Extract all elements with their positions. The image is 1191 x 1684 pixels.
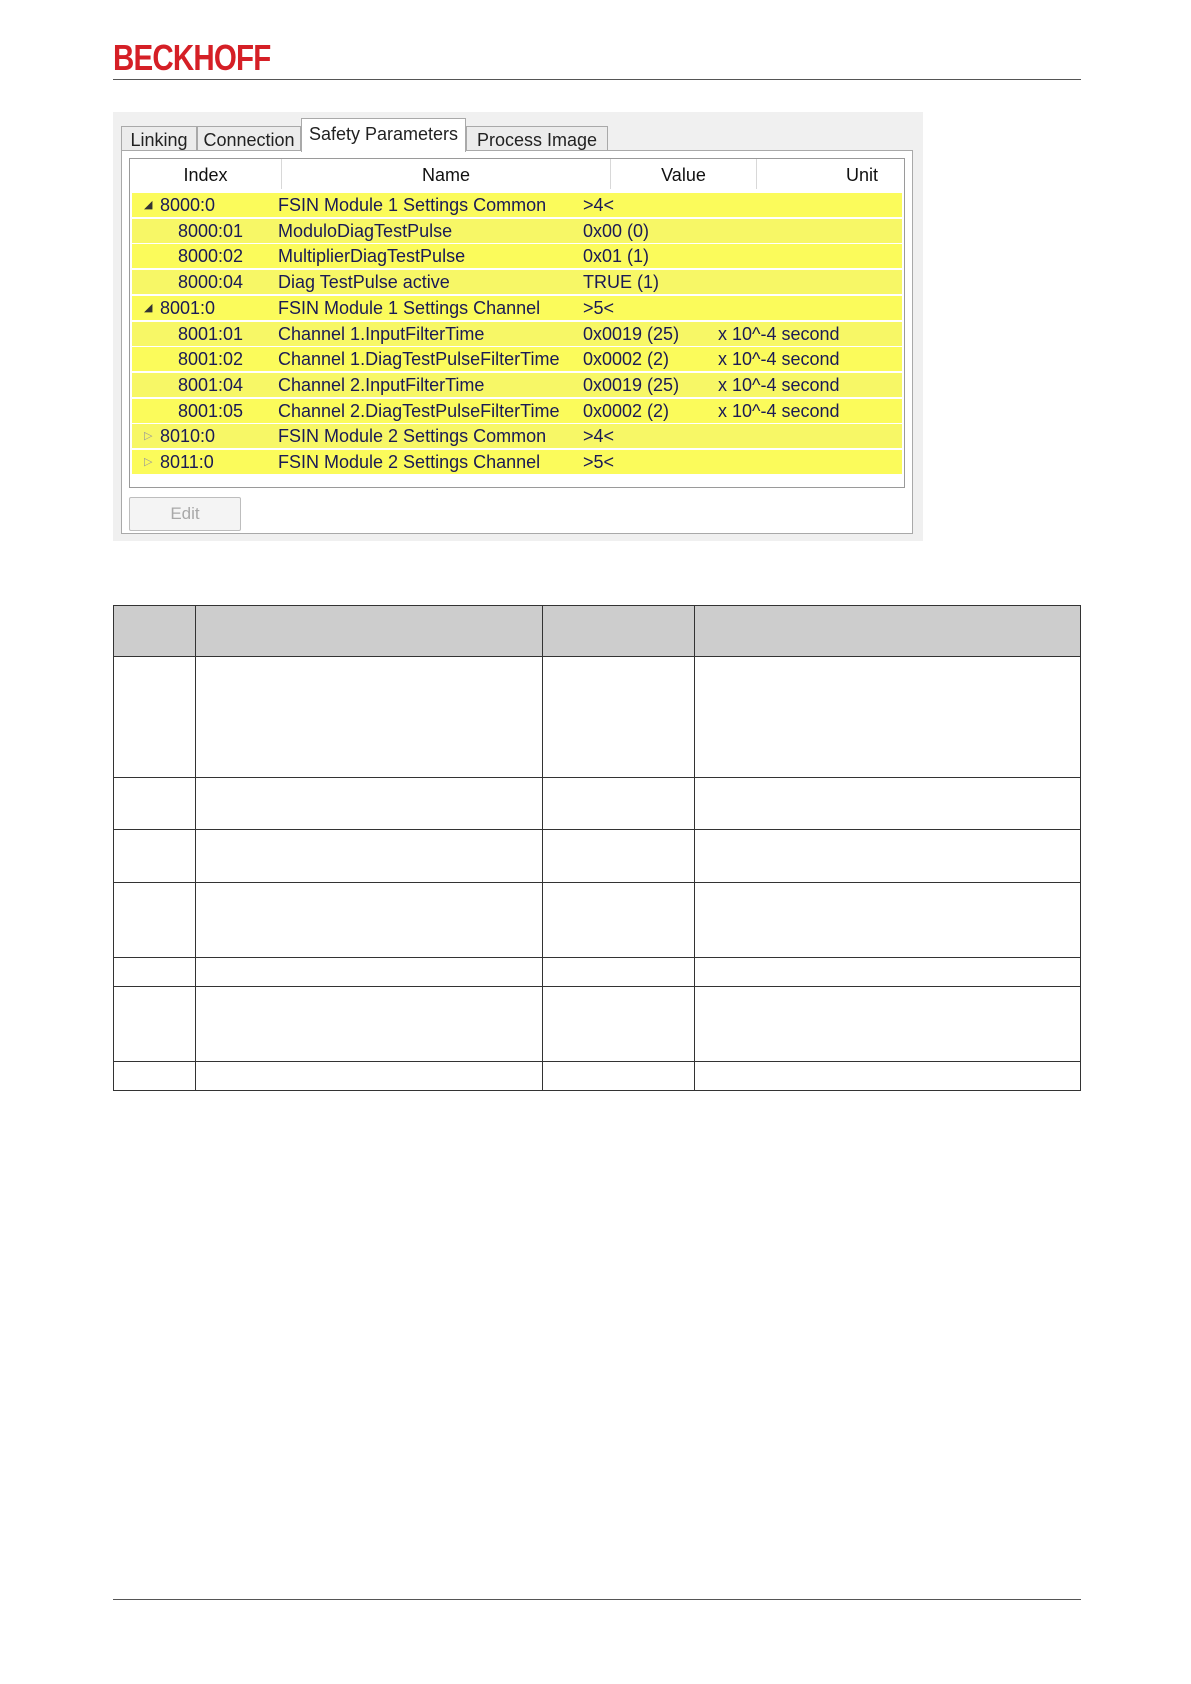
table-row[interactable] [132, 296, 902, 320]
row-value: 0x01 (1) [583, 246, 650, 266]
row-name: Diag TestPulse active [278, 272, 450, 292]
collapse-arrow-icon[interactable]: ◢ [144, 302, 153, 314]
table-row-divider [113, 882, 1081, 883]
row-name: FSIN Module 2 Settings Channel [278, 452, 541, 472]
table-row-divider [113, 957, 1081, 958]
row-index: 8000:01 [178, 221, 244, 241]
table-border [113, 1090, 1081, 1091]
row-name: FSIN Module 1 Settings Common [278, 195, 547, 215]
description-table [113, 605, 1081, 1091]
safety-parameters-window [113, 112, 923, 541]
row-index: 8001:02 [178, 349, 244, 369]
table-row[interactable] [132, 322, 902, 346]
row-index: 8001:0 [160, 298, 216, 318]
row-name: Channel 1.DiagTestPulseFilterTime [278, 349, 560, 369]
row-value: 0x0002 (2) [583, 401, 670, 421]
row-unit: x 10^-4 second [718, 349, 840, 369]
table-border [1080, 605, 1081, 1091]
table-row-divider [113, 986, 1081, 987]
row-name: Channel 2.InputFilterTime [278, 375, 485, 395]
edit-button[interactable]: Edit [129, 497, 241, 531]
collapse-arrow-icon[interactable]: ◢ [144, 199, 153, 211]
column-header-value[interactable]: Value [611, 159, 757, 189]
row-index: 8001:01 [178, 324, 244, 344]
table-row-divider [113, 777, 1081, 778]
table-border [113, 605, 1081, 606]
table-header-row [113, 605, 1081, 656]
row-value: >4< [583, 426, 615, 446]
table-row[interactable] [132, 424, 902, 448]
row-value: 0x0019 (25) [583, 324, 680, 344]
row-index: 8000:02 [178, 246, 244, 266]
expand-arrow-icon[interactable]: ▷ [144, 430, 153, 442]
beckhoff-logo: BECKHOFF [113, 37, 271, 78]
tab-linking[interactable]: Linking [121, 126, 197, 152]
tab-safety-parameters[interactable]: Safety Parameters [301, 118, 466, 152]
table-row[interactable] [132, 270, 902, 294]
row-name: FSIN Module 2 Settings Common [278, 426, 547, 446]
tab-connection[interactable]: Connection [197, 126, 301, 152]
header-rule [113, 79, 1081, 80]
table-row[interactable] [132, 450, 902, 474]
table-row-divider [113, 1061, 1081, 1062]
table-column-divider [694, 605, 695, 1091]
row-index: 8000:0 [160, 195, 216, 215]
row-value: >4< [583, 195, 615, 215]
table-row-divider [113, 829, 1081, 830]
tab-content [121, 150, 913, 534]
column-header-name[interactable]: Name [282, 159, 611, 189]
row-index: 8011:0 [160, 452, 214, 472]
row-value: TRUE (1) [583, 272, 659, 292]
grid-header [130, 159, 904, 189]
table-row[interactable] [132, 373, 902, 397]
row-name: Channel 2.DiagTestPulseFilterTime [278, 401, 560, 421]
row-value: 0x00 (0) [583, 221, 650, 241]
row-unit: x 10^-4 second [718, 375, 840, 395]
table-column-divider [542, 605, 543, 1091]
table-row[interactable] [132, 347, 902, 371]
expand-arrow-icon[interactable]: ▷ [144, 456, 153, 468]
row-unit: x 10^-4 second [718, 401, 840, 421]
footer-rule [113, 1599, 1081, 1600]
tab-process-image[interactable]: Process Image [466, 126, 608, 152]
row-value: 0x0002 (2) [583, 349, 670, 369]
row-index: 8000:04 [178, 272, 244, 292]
table-row[interactable] [132, 399, 902, 423]
table-column-divider [113, 605, 114, 1091]
table-row[interactable] [132, 244, 902, 268]
row-name: FSIN Module 1 Settings Channel [278, 298, 541, 318]
row-value: >5< [583, 452, 615, 472]
column-header-index[interactable]: Index [130, 159, 282, 189]
row-index: 8001:04 [178, 375, 244, 395]
parameter-grid[interactable] [129, 158, 905, 488]
row-unit: x 10^-4 second [718, 324, 840, 344]
row-value: 0x0019 (25) [583, 375, 680, 395]
row-name: MultiplierDiagTestPulse [278, 246, 466, 266]
table-row-divider [113, 656, 1081, 657]
row-name: Channel 1.InputFilterTime [278, 324, 485, 344]
table-row[interactable] [132, 219, 902, 243]
row-index: 8001:05 [178, 401, 244, 421]
table-column-divider [195, 605, 196, 1091]
row-index: 8010:0 [160, 426, 216, 446]
table-row[interactable] [132, 193, 902, 217]
row-name: ModuloDiagTestPulse [278, 221, 453, 241]
column-header-unit[interactable]: Unit [845, 165, 878, 185]
row-value: >5< [583, 298, 615, 318]
